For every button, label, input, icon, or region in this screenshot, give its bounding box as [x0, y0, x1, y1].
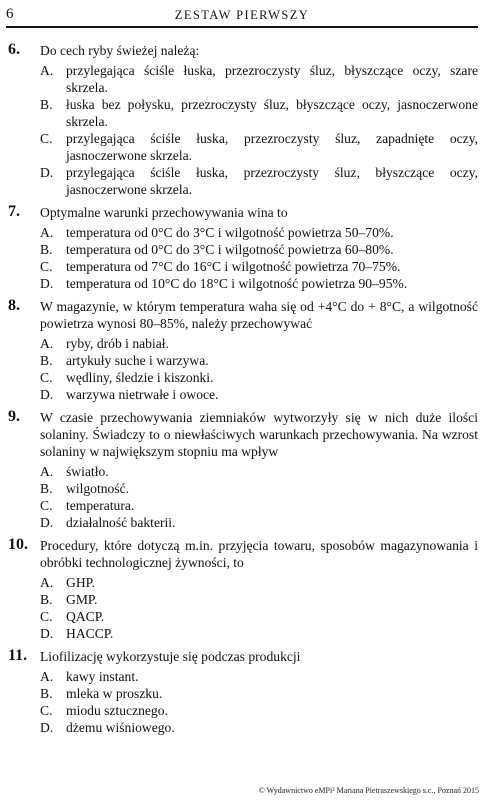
option-letter: B.: [40, 592, 53, 607]
answer-option: [40, 574, 478, 591]
answer-option: [40, 463, 478, 480]
option-letter: A.: [40, 336, 54, 351]
option-letter: C.: [40, 370, 53, 385]
answer-option: [40, 130, 478, 164]
option-letter: D.: [40, 626, 54, 641]
option-text: wilgotność.: [66, 481, 130, 496]
option-text: kawy instant.: [66, 669, 139, 684]
answer-option: [40, 258, 478, 275]
answer-option: [40, 369, 478, 386]
option-text: łuska bez połysku, przezroczysty śluz, błyszczące oczy, jasnoczerwone skrzela.: [66, 97, 478, 129]
option-text: temperatura od 0°C do 3°C i wilgotność powietrza 50–70%.: [66, 225, 394, 240]
option-letter: B.: [40, 353, 53, 368]
answer-option: [40, 224, 478, 241]
question-text: Liofilizację wykorzystuje się podczas produkcji: [40, 649, 301, 664]
page-number: 6: [6, 6, 14, 22]
answer-option: [40, 497, 478, 514]
option-letter: C.: [40, 609, 53, 624]
answer-option: [40, 241, 478, 258]
option-letter: B.: [40, 242, 53, 257]
option-letter: D.: [40, 720, 54, 735]
option-letter: B.: [40, 97, 53, 112]
questions-list: [8, 42, 478, 742]
option-letter: D.: [40, 387, 54, 402]
answer-option: [40, 275, 478, 292]
question-number: 6.: [8, 41, 20, 58]
option-text: mleka w proszku.: [66, 686, 163, 701]
option-letter: C.: [40, 703, 53, 718]
header-rule: [6, 26, 478, 28]
option-text: artykuły suche i warzywa.: [66, 353, 209, 368]
option-letter: A.: [40, 464, 54, 479]
answer-option: [40, 335, 478, 352]
question-number: 9.: [8, 408, 20, 425]
option-letter: D.: [40, 165, 54, 180]
question-number: 7.: [8, 203, 20, 220]
option-text: GMP.: [66, 592, 98, 607]
answer-option: [40, 352, 478, 369]
option-letter: D.: [40, 276, 54, 291]
option-letter: C.: [40, 131, 53, 146]
answer-option: [40, 702, 478, 719]
option-letter: C.: [40, 498, 53, 513]
option-letter: A.: [40, 63, 54, 78]
option-letter: A.: [40, 575, 54, 590]
copyright-footer: © Wydawnictwo eMPi² Mariana Pietraszewskiego s.c., Poznań 2015: [258, 786, 479, 795]
question: [8, 537, 478, 642]
option-text: temperatura.: [66, 498, 135, 513]
option-text: warzywa nietrwałe i owoce.: [66, 387, 219, 402]
option-text: działalność bakterii.: [66, 515, 176, 530]
option-letter: B.: [40, 686, 53, 701]
option-text: miodu sztucznego.: [66, 703, 168, 718]
option-text: QACP.: [66, 609, 105, 624]
question: [8, 298, 478, 403]
question: [8, 42, 478, 198]
question: [8, 204, 478, 292]
option-text: GHP.: [66, 575, 96, 590]
answer-option: [40, 719, 478, 736]
running-title: ZESTAW PIERWSZY: [174, 8, 310, 22]
option-text: przylegająca ściśle łuska, przezroczysty śluz, zapadnięte oczy, jasnoczerwone skrzela.: [66, 131, 478, 163]
option-text: przylegająca ściśle łuska, przezroczysty śluz, błyszczące oczy, jasnoczerwone skrzela.: [66, 165, 478, 197]
option-letter: B.: [40, 481, 53, 496]
option-text: temperatura od 7°C do 16°C i wilgotność powietrza 70–75%.: [66, 259, 401, 274]
question-number: 10.: [8, 536, 28, 553]
question-text: W magazynie, w którym temperatura waha się od +4°C do + 8°C, a wilgotność powietrza wynosi 80–85%, należy przechowywać: [40, 299, 478, 331]
page-header: [6, 6, 478, 24]
option-letter: C.: [40, 259, 53, 274]
answer-option: [40, 62, 478, 96]
answer-option: [40, 386, 478, 403]
question-text: Optymalne warunki przechowywania wina to: [40, 205, 288, 220]
answer-option: [40, 480, 478, 497]
answer-option: [40, 625, 478, 642]
question-text: Procedury, które dotyczą m.in. przyjęcia towaru, sposobów magazynowania i obróbki technologicznej żywności, to: [40, 538, 478, 570]
answer-option: [40, 685, 478, 702]
option-text: temperatura od 0°C do 3°C i wilgotność powietrza 60–80%.: [66, 242, 394, 257]
option-text: przylegająca ściśle łuska, przezroczysty śluz, błyszczące oczy, szare skrzela.: [66, 63, 478, 95]
question-number: 11.: [8, 647, 28, 664]
question-text: Do cech ryby świeżej należą:: [40, 43, 200, 58]
option-text: temperatura od 10°C do 18°C i wilgotność powietrza 90–95%.: [66, 276, 408, 291]
option-text: HACCP.: [66, 626, 114, 641]
question: [8, 648, 478, 736]
option-letter: A.: [40, 225, 54, 240]
option-text: dżemu wiśniowego.: [66, 720, 175, 735]
answer-option: [40, 514, 478, 531]
option-letter: D.: [40, 515, 54, 530]
option-letter: A.: [40, 669, 54, 684]
question-number: 8.: [8, 297, 20, 314]
answer-option: [40, 608, 478, 625]
option-text: wędliny, śledzie i kiszonki.: [66, 370, 214, 385]
answer-option: [40, 668, 478, 685]
answer-option: [40, 164, 478, 198]
question-text: W czasie przechowywania ziemniaków wytworzyły się w nich duże ilości solaniny. Świadczy to o niewłaściwych warunkach przechowywania. Na wzrost solaniny w największym stopniu ma wpływ: [40, 410, 478, 459]
option-text: światło.: [66, 464, 109, 479]
answer-option: [40, 96, 478, 130]
option-text: ryby, drób i nabiał.: [66, 336, 169, 351]
question: [8, 409, 478, 531]
answer-option: [40, 591, 478, 608]
